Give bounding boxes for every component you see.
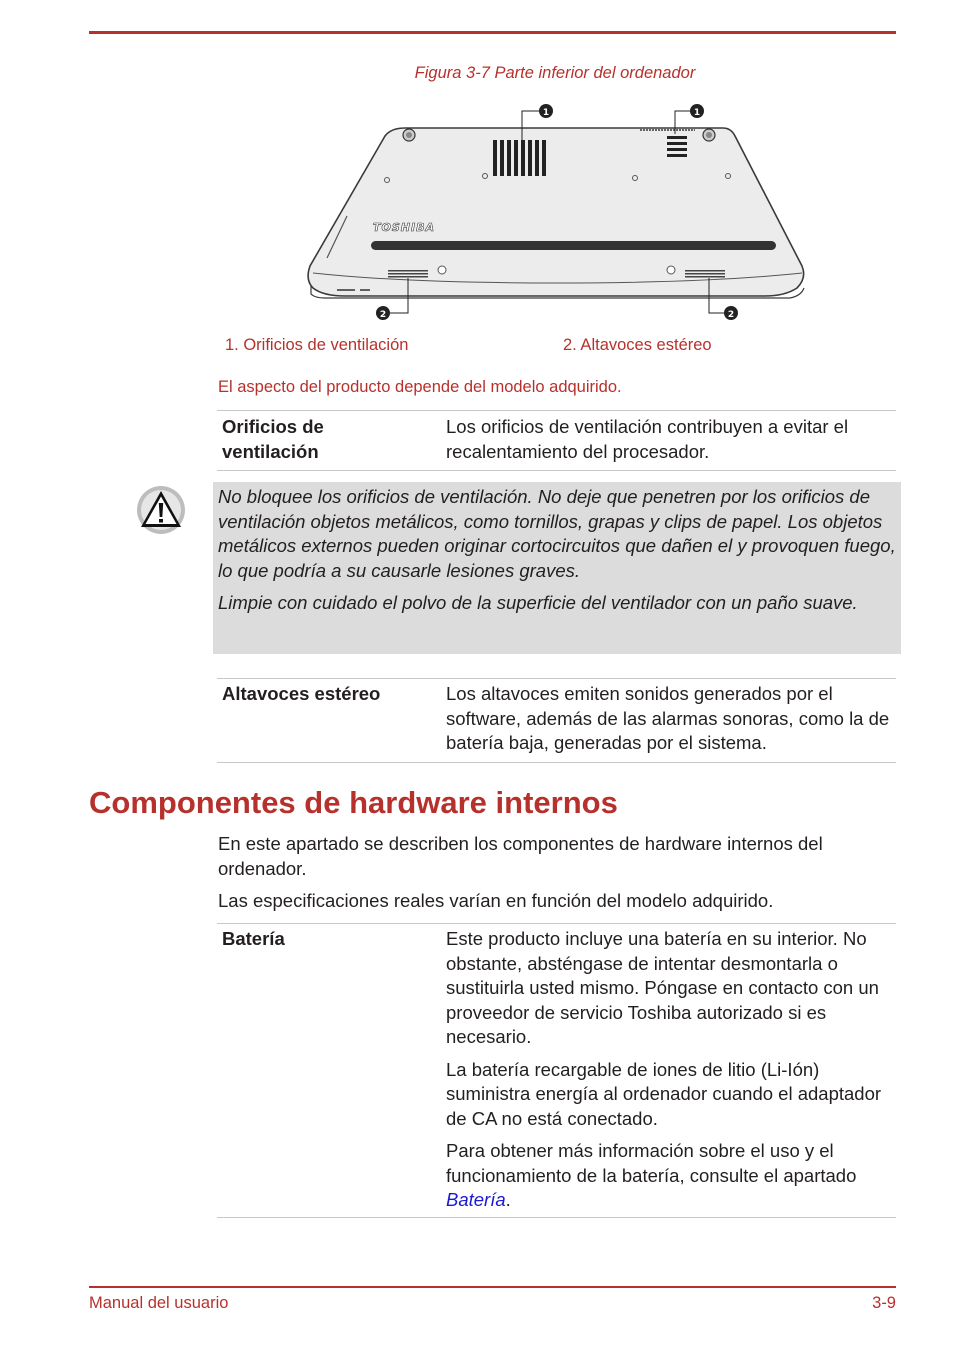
table-description — [446, 682, 896, 764]
footer-title: Manual del usuario — [89, 1294, 229, 1312]
table-term: Batería — [222, 928, 285, 949]
table-description-paragraph: La batería recargable de iones de litio (Li-Ión) suministra energía al ordenador cuando el adaptador de CA no está conectado. — [446, 1058, 882, 1129]
footer-rule — [89, 1286, 896, 1288]
figure-legend-item: 1. Orificios de ventilación — [225, 336, 409, 354]
callout-badge: 1 — [693, 108, 701, 118]
table-term: Altavoces estéreo — [222, 683, 381, 704]
table-description — [446, 415, 896, 472]
section-intro: Las especificaciones reales varían en función del modelo adquirido. — [218, 890, 774, 911]
table-divider — [217, 410, 896, 411]
paragraph-text: Para obtener más información sobre el uso y el funcionamiento de la batería, consulte el apartado — [446, 1140, 857, 1186]
warning-paragraph: No bloquee los orificios de ventilación. No deje que penetren por los orificios de ventilación objetos metálicos, como tornillos, grapas y clips de papel. Los objetos metálicos externos pueden originar cortocircuitos que dañen el y provoquen fuego, lo que podría a su causarle lesiones graves. — [218, 486, 896, 581]
table-divider — [217, 1217, 896, 1218]
bateria-link[interactable]: Batería — [446, 1189, 506, 1210]
table-description-paragraph: Los orificios de ventilación contribuyen a evitar el recalentamiento del procesador. — [446, 416, 849, 462]
page-number: 3-9 — [872, 1294, 896, 1312]
callout-badge: 2 — [379, 310, 387, 320]
table-description-paragraph: Los altavoces emiten sonidos generados por el software, además de las alarmas sonoras, como la de batería baja, generadas por el sistema. — [446, 683, 890, 753]
warning-paragraph: Limpie con cuidado el polvo de la superficie del ventilador con un paño suave. — [218, 592, 858, 613]
table-description-paragraph: Este producto incluye una batería en su interior. No obstante, absténgase de intentar desmontarla o sustituirla usted mismo. Póngase en contacto con un proveedor de servicio Toshiba autorizado si es necesario. — [446, 928, 879, 1047]
brand-logo: TOSHIBA — [373, 221, 435, 234]
section-heading: Componentes de hardware internos — [89, 785, 618, 820]
warning-triangle-icon — [136, 485, 186, 535]
table-description — [446, 927, 896, 1221]
table-divider — [217, 923, 896, 924]
header-rule — [89, 31, 896, 34]
table-term-line: Orificios de — [222, 416, 324, 437]
paragraph-text: . — [505, 1189, 511, 1210]
callout-badge: 2 — [727, 310, 735, 320]
table-description-paragraph — [446, 1139, 896, 1213]
table-divider — [217, 470, 896, 471]
table-term — [222, 415, 324, 464]
table-term-line: ventilación — [222, 440, 319, 462]
section-intro: En este apartado se describen los componentes de hardware internos del ordenador. — [218, 833, 823, 879]
table-divider — [217, 678, 896, 679]
laptop-bottom-illustration — [305, 98, 810, 326]
table-divider — [217, 762, 896, 763]
figure-legend-item: 2. Altavoces estéreo — [563, 336, 712, 354]
figure-caption: Figura 3-7 Parte inferior del ordenador — [414, 64, 696, 82]
warning-text — [218, 485, 898, 624]
callout-badge: 1 — [542, 108, 550, 118]
figure-note: El aspecto del producto depende del modelo adquirido. — [218, 378, 622, 396]
